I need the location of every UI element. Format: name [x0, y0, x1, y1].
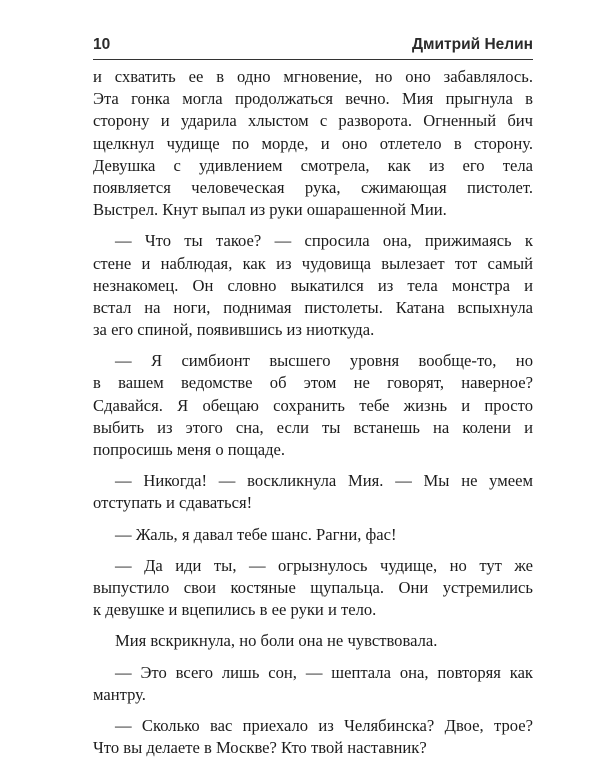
text-line: Девушка с удивлением смотрела, как из его тела: [93, 155, 533, 175]
paragraph: [93, 524, 533, 546]
text-line: Мия вскрикнула, но боли она не чувствовала.: [115, 631, 438, 651]
header-rule: [93, 59, 533, 60]
text-line: выбить из этого сна, если ты встанешь на колени и: [93, 417, 533, 437]
text-line: щелкнул чудище по морде, и оно отлетело в сторону.: [93, 133, 533, 153]
text-line: и схватить ее в одно мгновение, но оно забавлялось.: [93, 67, 533, 86]
text-line: к девушке и вцепились в ее руки и тело.: [93, 600, 377, 620]
text-line: за его спиной, появившись из ниоткуда.: [93, 320, 375, 340]
text-line: встал на ноги, поднимая пистолеты. Катана вспыхнула: [93, 297, 533, 317]
text-line: отступать и сдаваться!: [93, 493, 253, 513]
text-line: незнакомец. Он словно выкатился из тела монстра и: [93, 275, 533, 295]
text-line: выпустило свои костяные щупальца. Они устремились: [93, 577, 533, 597]
running-head-author: Дмитрий Нелин: [411, 36, 533, 53]
text-line: — Я симбионт высшего уровня вообще-то, но: [115, 351, 533, 371]
paragraph: [93, 350, 533, 461]
page-header: [93, 32, 533, 58]
text-line: появляется человеческая рука, сжимающая пистолет.: [93, 177, 533, 197]
text-line: Эта гонка могла продолжаться вечно. Мия прыгнула в: [93, 89, 533, 109]
paragraph: [93, 470, 533, 514]
text-line: попросишь меня о пощаде.: [93, 440, 286, 459]
paragraph: [93, 630, 533, 652]
paragraph: [93, 66, 533, 221]
text-line: сторону и ударила хлыстом с разворота. Огненный бич: [93, 111, 533, 131]
text-line: Что вы делаете в Москве? Кто твой наставник?: [93, 738, 427, 758]
paragraph: [93, 715, 533, 759]
text-line: стене и наблюдая, как из чудовища вылезает тот самый: [93, 253, 533, 273]
text-line: — Жаль, я давал тебе шанс. Рагни, фас!: [115, 524, 397, 544]
text-line: — Никогда! — воскликнула Мия. — Мы не умеем: [115, 471, 533, 491]
text-line: — Сколько вас приехало из Челябинска? Двое, трое?: [115, 715, 533, 735]
text-line: в вашем ведомстве об этом не говорят, наверное?: [93, 373, 533, 393]
text-line: — Что ты такое? — спросила она, прижимаясь к: [115, 231, 533, 251]
page-number: 10: [93, 36, 111, 53]
body-text: [93, 66, 533, 768]
text-line: — Да иди ты, — огрызнулось чудище, но тут же: [115, 555, 533, 575]
text-line: Выстрел. Кнут выпал из руки ошарашенной Мии.: [93, 200, 447, 220]
text-line: — Это всего лишь сон, — шептала она, повторяя как: [115, 662, 533, 682]
paragraph: [93, 662, 533, 706]
text-line: Сдавайся. Я обещаю сохранить тебе жизнь и просто: [93, 395, 533, 415]
text-line: мантру.: [93, 684, 146, 704]
paragraph: [93, 230, 533, 341]
paragraph: [93, 555, 533, 622]
